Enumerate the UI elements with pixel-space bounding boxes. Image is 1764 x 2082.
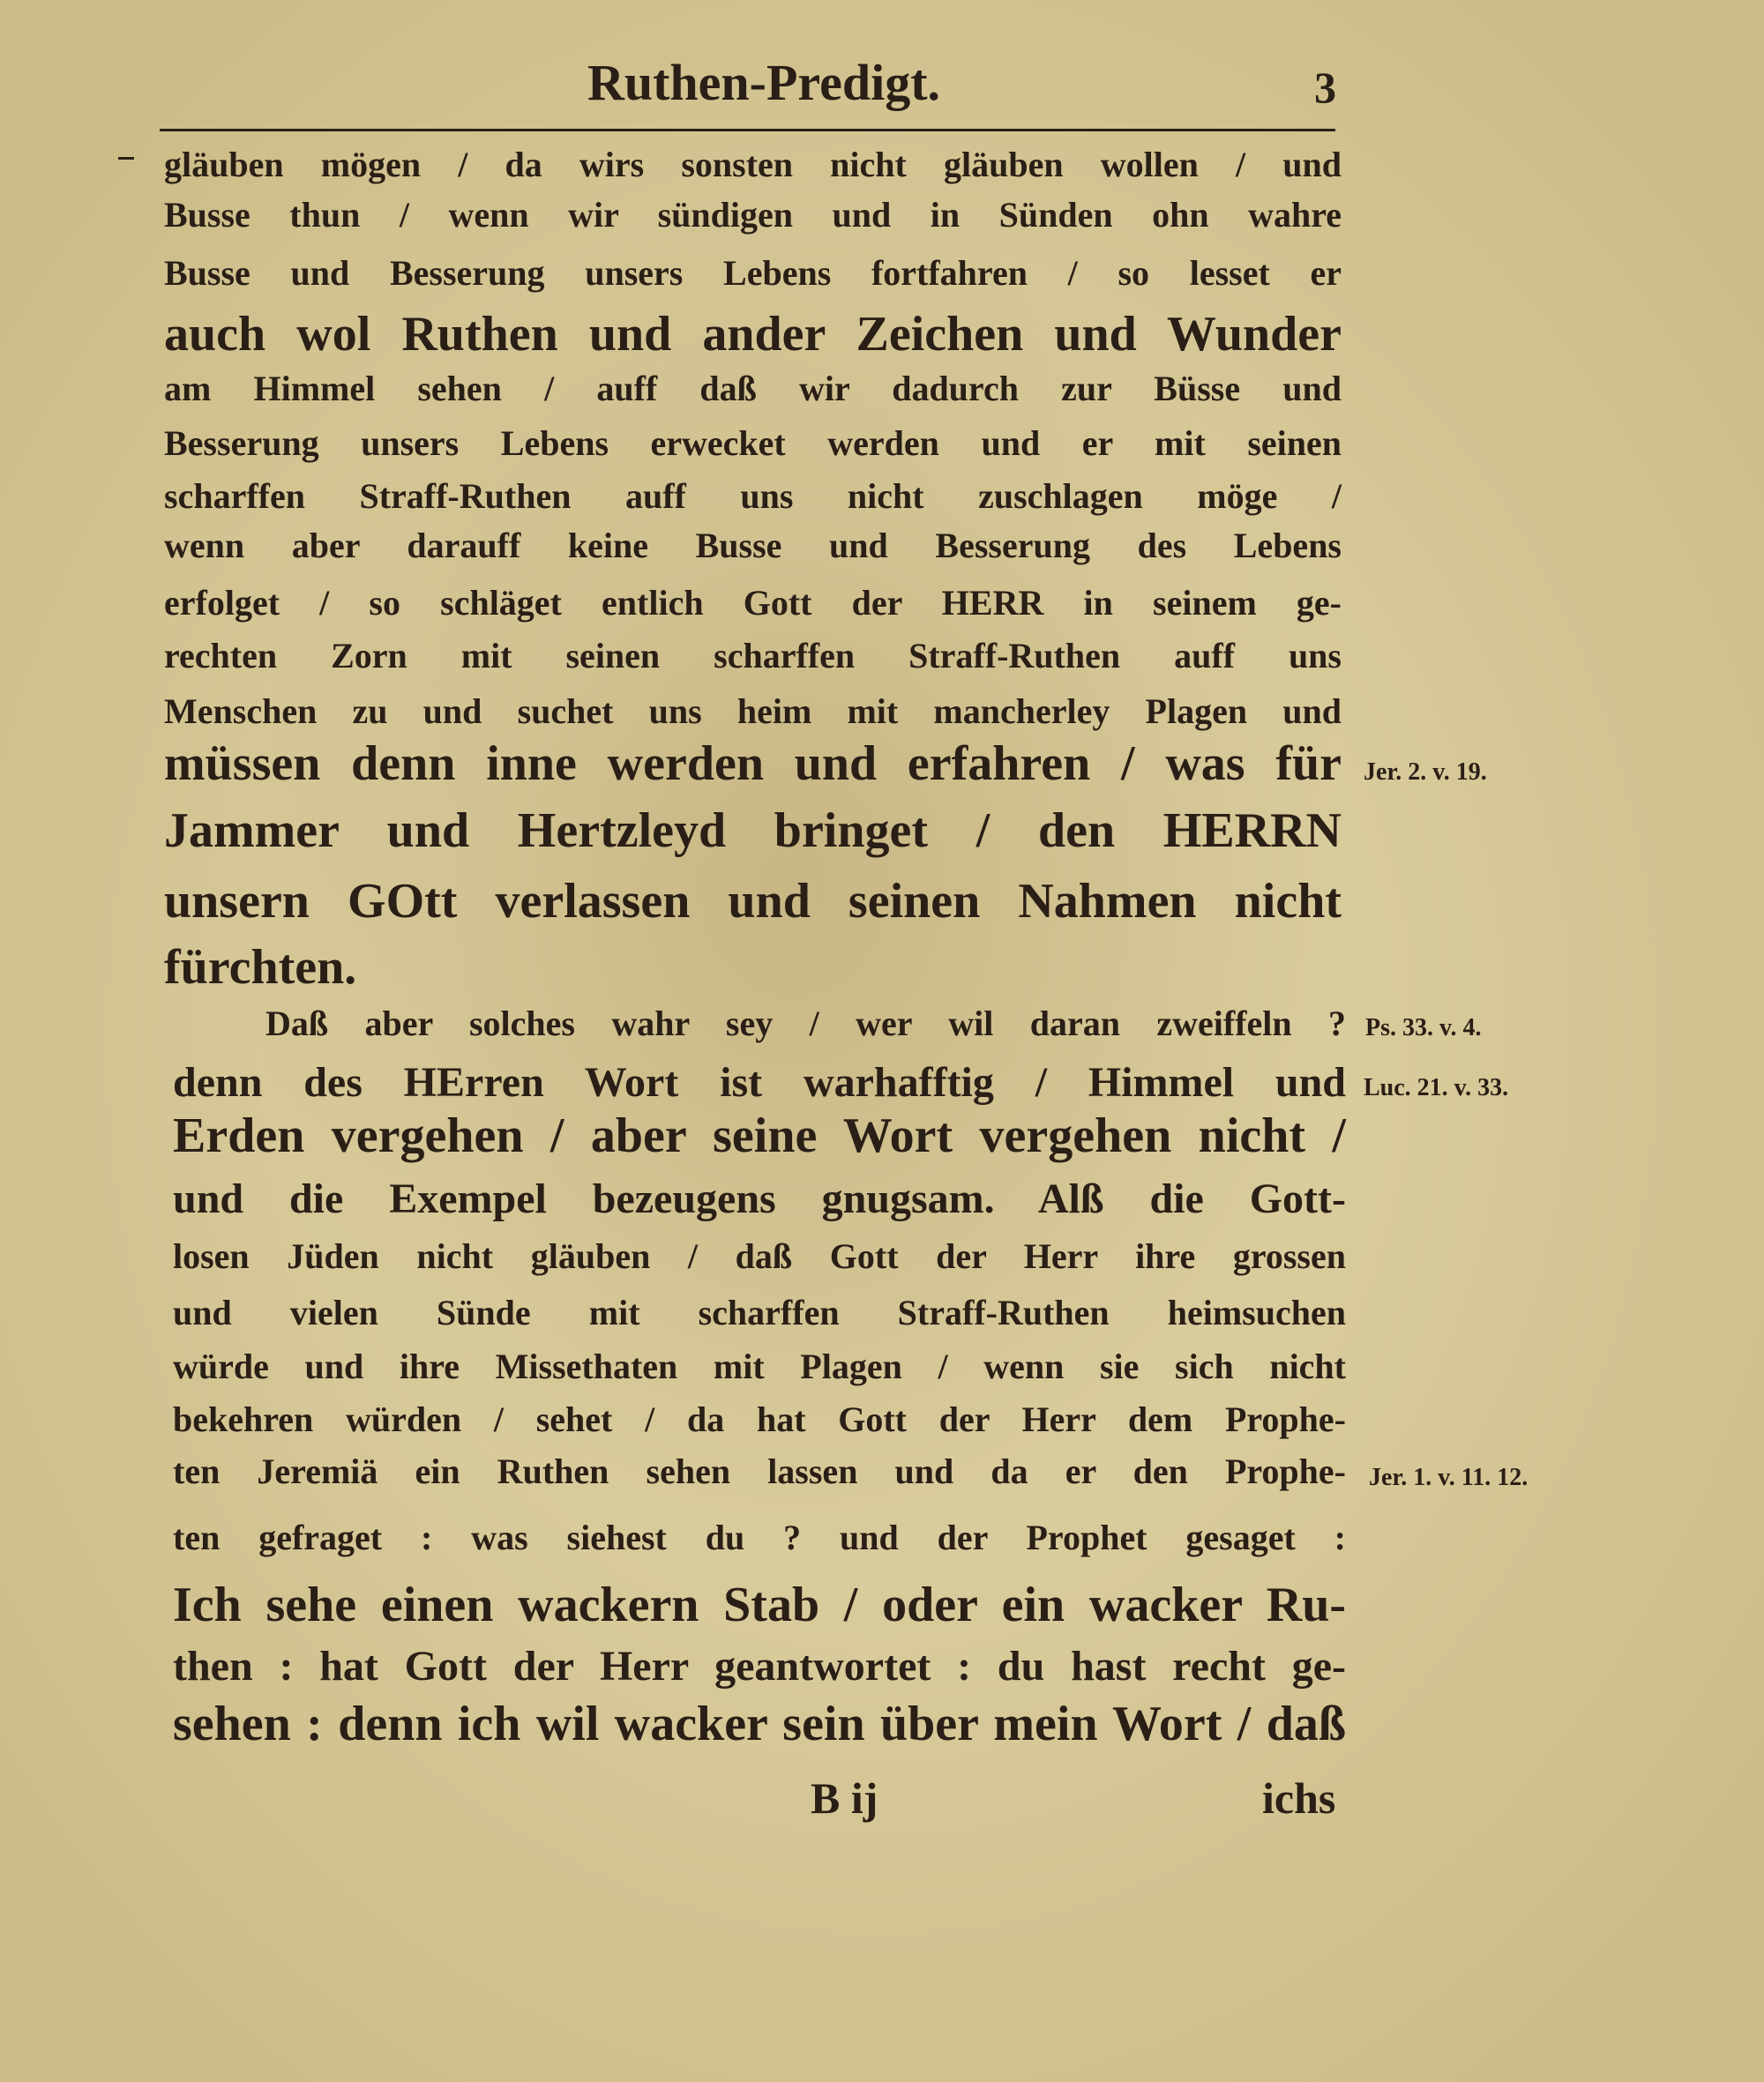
text-line: fürchten. — [164, 940, 357, 995]
text-line: Jammer und Hertzleyd bringet / den HERRN — [164, 803, 1342, 858]
text-line: rechten Zorn mit seinen scharffen Straff-Ruthen auff uns — [164, 636, 1342, 675]
text-line: denn des HErren Wort ist warhafftig / Himmel und — [173, 1059, 1346, 1106]
text-line: Busse und Besserung unsers Lebens fortfahren / so lesset er — [164, 253, 1342, 293]
text-line: auch wol Ruthen und ander Zeichen und Wunder — [164, 307, 1342, 362]
signature-mark: B ij — [811, 1773, 878, 1823]
text-line: Daß aber solches wahr sey / wer wil daran zweiffeln ? — [265, 1004, 1346, 1043]
text-line: ten Jeremiä ein Ruthen sehen lassen und da er den Prophe- — [173, 1451, 1346, 1491]
text-line: am Himmel sehen / auff daß wir dadurch zur Büsse und — [164, 369, 1342, 408]
text-line: würde und ihre Missethaten mit Plagen / wenn sie sich nicht — [173, 1347, 1346, 1386]
text-line: ten gefraget : was siehest du ? und der Prophet gesaget : — [173, 1518, 1346, 1557]
page-number: 3 — [1314, 63, 1336, 112]
text-line: Busse thun / wenn wir sündigen und in Sünden ohn wahre — [164, 195, 1342, 235]
catchword: ichs — [1262, 1773, 1336, 1823]
text-line: unsern GOtt verlassen und seinen Nahmen nicht — [164, 874, 1342, 929]
text-line: gläuben mögen / da wirs sonsten nicht gläuben wollen / und — [164, 145, 1342, 184]
margin-mark — [118, 157, 134, 160]
text-line: Ich sehe einen wackern Stab / oder ein wacker Ru- — [173, 1578, 1346, 1632]
text-line: then : hat Gott der Herr geantwortet : du hast recht ge- — [173, 1643, 1346, 1690]
running-head: Ruthen-Predigt. — [587, 54, 941, 111]
text-line: bekehren würden / sehet / da hat Gott der Herr dem Prophe- — [173, 1399, 1346, 1439]
text-line: müssen denn inne werden und erfahren / was für — [164, 736, 1342, 791]
margin-note: Luc. 21. v. 33. — [1364, 1074, 1509, 1101]
margin-note: Jer. 1. v. 11. 12. — [1369, 1464, 1529, 1491]
text-line: Erden vergehen / aber seine Wort vergehen nicht / — [173, 1108, 1346, 1163]
text-line: scharffen Straff-Ruthen auff uns nicht zuschlagen möge / — [164, 476, 1342, 516]
text-line: erfolget / so schläget entlich Gott der HERR in seinem ge- — [164, 583, 1342, 623]
text-line: losen Jüden nicht gläuben / daß Gott der Herr ihre grossen — [173, 1236, 1346, 1276]
text-line: wenn aber darauff keine Busse und Besserung des Lebens — [164, 526, 1342, 565]
text-line: und vielen Sünde mit scharffen Straff-Ruthen heimsuchen — [173, 1293, 1346, 1332]
margin-note: Jer. 2. v. 19. — [1364, 758, 1487, 786]
text-line: Menschen zu und suchet uns heim mit mancherley Plagen und — [164, 691, 1342, 731]
text-line: Besserung unsers Lebens erwecket werden und er mit seinen — [164, 423, 1342, 463]
header-rule — [160, 129, 1335, 131]
text-line: sehen : denn ich wil wacker sein über mein Wort / daß — [173, 1697, 1346, 1751]
text-line: und die Exempel bezeugens gnugsam. Alß die Gott- — [173, 1175, 1346, 1222]
margin-note: Ps. 33. v. 4. — [1365, 1014, 1482, 1041]
